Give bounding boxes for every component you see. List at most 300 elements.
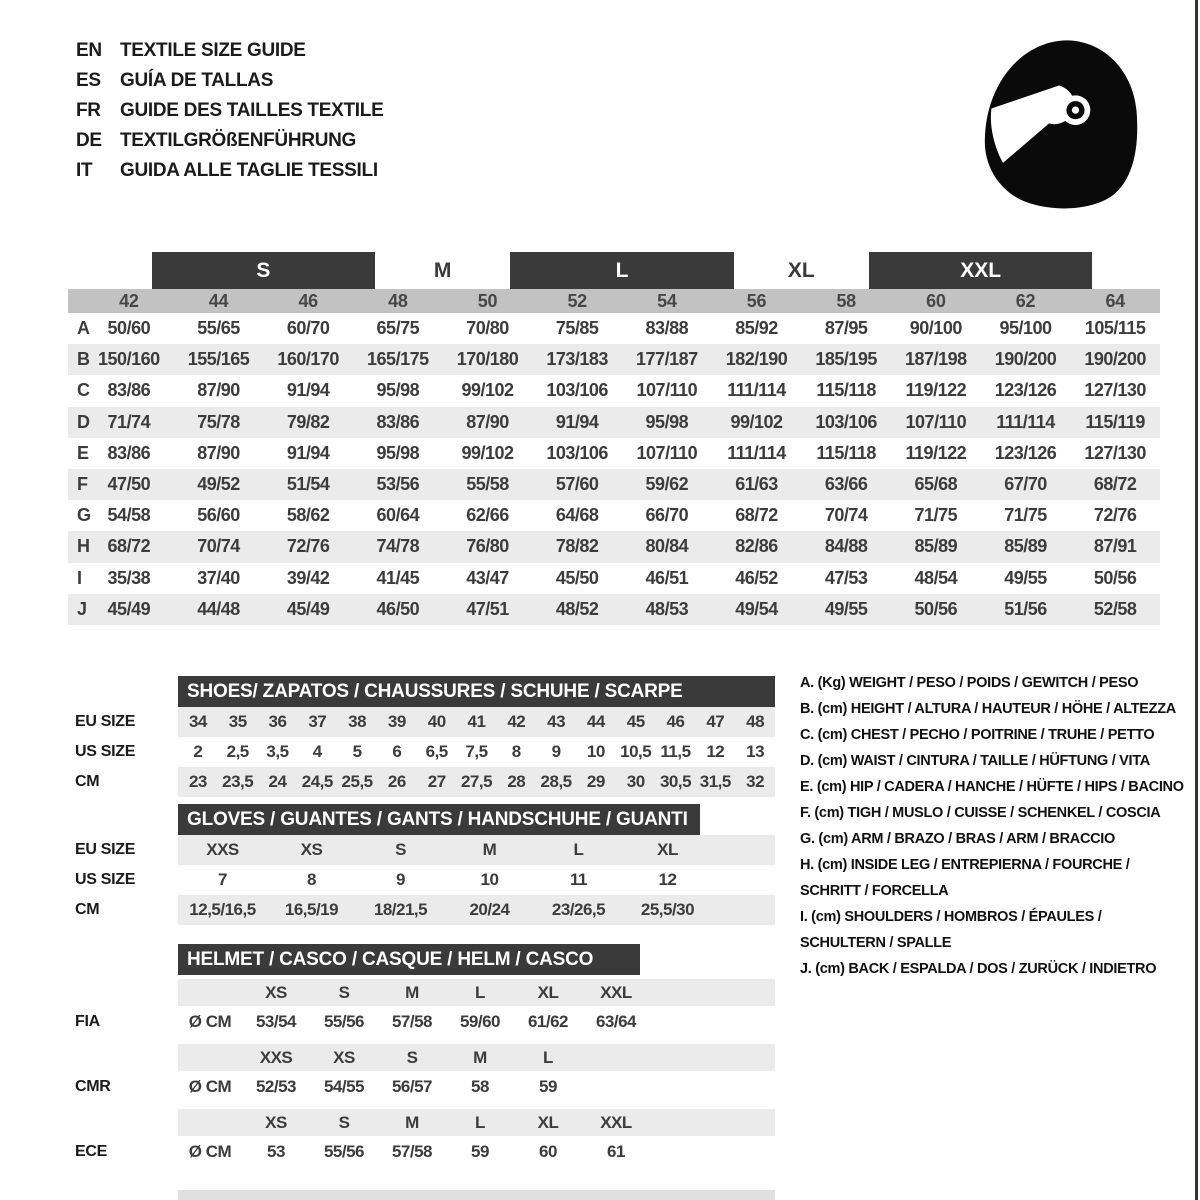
row-label-left: CM [75,901,100,918]
size-value: 49/55 [824,598,868,619]
size-value: 127/130 [1084,442,1146,463]
size-value: 75/85 [555,318,599,339]
measurement-row [68,531,1160,562]
numeric-size: 44 [208,290,229,311]
helmet-value: 57/58 [391,1141,433,1161]
legend-item [800,722,1200,748]
size-value: 111/114 [996,411,1055,432]
helmet-values-row [75,1136,775,1167]
value-cell: 20/24 [469,900,510,919]
size-value: 127/130 [1084,380,1146,401]
unit-cell: Ø CM [188,1011,232,1031]
value-cell: 30,5 [659,772,692,791]
language-title: TEXTILGRÖßENFÜHRUNG [120,130,357,151]
helmet-value: 53 [267,1141,285,1161]
size-value: 87/90 [466,411,509,432]
numeric-size: 42 [119,290,139,311]
helmet-size: XL [537,1112,559,1132]
value-cell: 25,5/30 [640,900,695,919]
size-value: 68/72 [1093,474,1137,495]
helmet-values-row [75,1071,775,1102]
size-value: 46/51 [645,567,689,588]
gloves-table-title: GLOVES / GUANTES / GANTS / HANDSCHUHE / GUANTI [178,804,700,835]
size-value: 99/102 [461,380,514,401]
language-code: ES [76,70,101,91]
value-cell: 47 [706,712,725,731]
helmet-table-title: HELMET / CASCO / CASQUE / HELM / CASCO [178,944,640,975]
row-label: G [77,505,92,526]
value-cell: 6 [392,742,402,761]
helmet-size: M [473,1047,487,1067]
size-value: 71/75 [1004,505,1047,526]
shoes-table-rows [75,707,775,797]
helmet-size: XS [333,1047,355,1067]
size-value: 57/60 [555,474,599,495]
size-value: 71/74 [107,411,151,432]
size-value: 87/90 [197,380,240,401]
size-value: 80/84 [645,536,689,557]
numeric-size: 54 [657,290,677,311]
size-group-xl: XL [787,258,815,282]
size-value: 103/106 [546,442,608,463]
row-band [178,707,775,737]
helmet-values-row [75,1006,775,1037]
legend-item [800,826,1200,852]
size-group-spacer [1070,252,1160,289]
size-value: 48/52 [555,598,599,619]
size-value: 60/70 [286,318,330,339]
size-value: 165/175 [367,349,429,370]
value-cell: 9 [396,870,405,889]
size-value: 74/78 [376,536,420,557]
helmet-value: 55/56 [323,1141,365,1161]
legend-text: C. (cm) CHEST / PECHO / POITRINE / TRUHE / PETTO [800,727,1155,743]
main-size-table [68,252,1160,625]
language-row [76,126,383,156]
numeric-size: 46 [298,290,318,311]
value-cell: 42 [507,712,526,731]
helmet-size: S [406,1047,418,1067]
racing-helmet-icon [976,36,1142,214]
size-value: 50/60 [107,318,151,339]
size-value: 60/64 [376,505,420,526]
legend-text: G. (cm) ARM / BRAZO / BRAS / ARM / BRACCIO [800,831,1115,847]
value-cell: 2,5 [226,742,249,761]
table-row [75,767,775,797]
unit-cell: Ø CM [188,1076,232,1096]
legend-item [800,904,1200,956]
helmet-size: S [338,1112,350,1132]
size-value: 50/56 [1093,567,1137,588]
helmet-value: 57/58 [391,1011,433,1031]
size-value: 68/72 [107,536,151,557]
value-cell: 30 [626,772,645,791]
value-cell: 7,5 [465,742,488,761]
size-value: 107/110 [905,411,967,432]
size-value: 48/54 [914,567,958,588]
unit-spacer [178,1109,242,1136]
value-cell: S [395,840,406,859]
row-label: C [77,380,90,401]
value-cell: 32 [746,772,765,791]
size-value: 185/195 [815,349,877,370]
size-value: 123/126 [994,442,1057,463]
measurement-legend [800,670,1200,982]
helmet-value: 59/60 [459,1011,501,1031]
helmet-value: 59 [471,1141,489,1161]
size-value: 170/180 [456,349,519,370]
legend-text: H. (cm) INSIDE LEG / ENTREPIERNA / FOURCHE / [800,857,1130,873]
row-band [178,895,775,925]
value-cell: 10 [480,870,499,889]
size-value: 190/200 [994,349,1057,370]
helmet-size: M [405,1112,419,1132]
size-value: 56/60 [197,505,240,526]
size-value: 75/78 [197,411,240,432]
size-value: 72/76 [286,536,330,557]
row-label-left [75,1044,178,1071]
size-value: 119/122 [905,380,967,401]
value-cell: 8 [307,870,316,889]
row-band [178,865,775,895]
helmet-value: 61 [607,1141,625,1161]
value-cell: 10 [586,742,605,761]
value-cell: 37 [308,712,327,731]
language-row [76,66,383,96]
row-band [178,1044,775,1071]
value-cell: 24,5 [301,772,333,791]
measurement-row [68,469,1160,500]
table-row [75,895,775,925]
size-value: 85/92 [735,318,778,339]
size-value: 59/62 [645,474,689,495]
size-value: 107/110 [636,442,698,463]
numeric-size: 60 [926,290,946,311]
value-cell: L [573,840,584,859]
value-cell: 23 [188,772,207,791]
value-cell: 28 [507,772,526,791]
size-value: 91/94 [555,411,599,432]
size-value: 49/52 [197,474,240,495]
size-group-l: L [510,252,733,289]
legend-item [800,670,1200,696]
size-value: 66/70 [645,505,689,526]
legend-item [800,748,1200,774]
size-value: 52/58 [1093,598,1137,619]
size-value: 85/89 [914,536,958,557]
size-value: 105/115 [1084,318,1146,339]
helmet-size: L [543,1047,553,1067]
size-value: 46/52 [735,567,778,588]
table-row [75,835,775,865]
size-value: 67/70 [1004,474,1047,495]
size-value: 83/86 [107,380,151,401]
measurement-row [68,438,1160,469]
helmet-size: M [405,982,419,1002]
size-value: 82/86 [735,536,778,557]
size-value: 39/42 [286,567,330,588]
shoes-table [75,676,775,797]
row-label: I [77,567,83,588]
language-code: DE [76,130,102,151]
helmet-value: 59 [539,1076,557,1096]
legend-text: B. (cm) HEIGHT / ALTURA / HAUTEUR / HÖHE / ALTEZZA [800,701,1176,717]
helmet-size: XXL [600,982,632,1002]
size-value: 48/53 [645,598,689,619]
size-value: 58/62 [286,505,330,526]
helmet-sizes-row [75,1044,775,1071]
size-value: 119/122 [905,442,967,463]
size-value: 115/118 [816,380,876,401]
language-code: FR [76,100,101,121]
helmet-value: 60 [539,1141,557,1161]
row-label: E [77,442,90,463]
value-cell: 7 [218,870,227,889]
helmet-value: 54/55 [323,1076,365,1096]
value-cell: 29 [586,772,605,791]
size-value: 45/49 [286,598,330,619]
value-cell: 10,5 [620,742,652,761]
row-label-left: FIA [75,1012,100,1030]
size-value: 47/50 [107,474,151,495]
size-value: 61/63 [735,474,778,495]
size-value: 45/50 [555,567,599,588]
value-cell: 26 [387,772,406,791]
legend-text: E. (cm) HIP / CADERA / HANCHE / HÜFTE / HIPS / BACINO [800,779,1184,795]
unit-cell: Ø CM [188,1141,232,1161]
row-label: F [77,474,88,495]
size-value: 76/80 [466,536,509,557]
helmet-value: 58 [471,1076,489,1096]
numeric-size: 56 [746,290,767,311]
language-row [76,96,383,126]
measurement-row [68,344,1160,375]
size-value: 43/47 [466,567,509,588]
measurement-row [68,500,1160,531]
unit-spacer [178,1044,242,1071]
helmet-size: L [475,982,485,1002]
size-value: 91/94 [286,380,330,401]
numeric-size: 64 [1105,290,1125,311]
size-value: 68/72 [735,505,778,526]
size-value: 160/170 [277,349,339,370]
size-value: 70/74 [197,536,240,557]
language-code: EN [76,40,102,61]
bottom-strip [178,1190,775,1200]
size-value: 103/106 [815,411,877,432]
size-value: 72/76 [1093,505,1137,526]
size-value: 65/75 [376,318,420,339]
helmet-size: XS [265,1112,287,1132]
helmet-value: 55/56 [323,1011,365,1031]
value-cell: 27,5 [460,772,493,791]
row-band [178,1071,775,1102]
size-group-xxl: XXL [869,252,1092,289]
size-value: 71/75 [914,505,958,526]
numeric-size: 50 [477,290,498,311]
value-cell: 35 [228,712,247,731]
row-label: J [77,598,88,619]
helmet-size: XS [265,982,287,1002]
size-value: 177/187 [636,349,698,370]
language-title: GUÍA DE TALLAS [120,70,274,91]
language-row [76,36,383,66]
language-code: IT [76,160,93,181]
row-band [178,835,775,865]
size-value: 187/198 [905,349,967,370]
size-value: 51/54 [286,474,330,495]
legend-text: A. (Kg) WEIGHT / PESO / POIDS / GEWITCH / PESO [800,675,1139,691]
unit-spacer [178,979,242,1006]
language-title: GUIDE DES TAILLES TEXTILE [120,100,384,121]
row-label-left: CM [75,773,100,790]
value-cell: M [482,840,497,859]
value-cell: 48 [746,712,765,731]
size-value: 155/165 [187,349,250,370]
size-value: 47/53 [824,567,868,588]
legend-item [800,774,1200,800]
size-value: 53/56 [376,474,420,495]
legend-item [800,852,1200,904]
size-value: 84/88 [824,536,868,557]
value-cell: 16,5/19 [284,900,339,919]
value-cell: 5 [352,742,362,761]
value-cell: 44 [586,712,605,731]
size-value: 35/38 [107,567,151,588]
value-cell: 28,5 [540,772,572,791]
value-cell: 46 [666,712,685,731]
measurement-row [68,563,1160,594]
row-band [178,767,775,797]
row-band [178,1109,775,1136]
size-value: 79/82 [286,411,330,432]
legend-item [800,800,1200,826]
value-cell: 12,5/16,5 [189,900,256,919]
size-value: 47/51 [466,598,509,619]
legend-text: J. (cm) BACK / ESPALDA / DOS / ZURÜCK / INDIETRO [800,961,1157,977]
value-cell: XL [657,840,678,859]
helmet-size: L [475,1112,485,1132]
size-value: 87/95 [824,318,868,339]
size-value: 91/94 [286,442,330,463]
row-label-left: US SIZE [75,743,136,760]
measurement-row [68,313,1160,344]
value-cell: 18/21,5 [373,900,428,919]
value-cell: 11 [570,870,587,889]
gloves-table [75,804,775,925]
size-group-header-row [68,252,1160,289]
size-value: 62/66 [466,505,509,526]
value-cell: 27 [427,772,446,791]
size-value: 70/80 [466,318,509,339]
value-cell: 12 [706,742,725,761]
helmet-size: S [338,982,350,1002]
value-cell: 39 [387,712,406,731]
table-row [75,707,775,737]
language-title: TEXTILE SIZE GUIDE [120,40,306,61]
legend-text: D. (cm) WAIST / CINTURA / TAILLE / HÜFTUNG / VITA [800,753,1150,769]
size-value: 111/114 [727,380,786,401]
value-cell: 13 [746,742,765,761]
size-value: 83/86 [376,411,420,432]
row-label-left: EU SIZE [75,841,136,858]
row-label-left [75,979,178,1006]
value-cell: 8 [511,742,521,761]
row-band [178,1136,775,1167]
size-value: 87/90 [197,442,240,463]
language-list [76,36,383,186]
legend-text: F. (cm) TIGH / MUSLO / CUISSE / SCHENKEL / COSCIA [800,805,1161,821]
size-value: 115/119 [1085,411,1145,432]
legend-text-continued: SCHULTERN / SPALLE [800,935,952,951]
size-value: 95/100 [999,318,1052,339]
size-value: 107/110 [636,380,698,401]
size-value: 49/55 [1004,567,1047,588]
size-value: 173/183 [546,349,608,370]
size-value: 99/102 [730,411,783,432]
helmet-size [582,1044,650,1071]
value-cell: 43 [547,712,566,731]
value-cell: 9 [551,742,561,761]
helmet-sizes-row [75,979,775,1006]
size-value: 85/89 [1004,536,1047,557]
helmet-value: 52/53 [255,1076,297,1096]
size-value: 54/58 [107,505,151,526]
helmet-value [582,1071,650,1102]
value-cell: 25,5 [341,772,373,791]
size-value: 46/50 [376,598,420,619]
measurement-row [68,375,1160,406]
right-border-line [1195,0,1198,1200]
language-title: GUIDA ALLE TAGLIE TESSILI [120,160,378,181]
row-label-left [75,1109,178,1136]
size-group-s: S [152,252,375,289]
size-value: 90/100 [909,318,962,339]
numeric-size: 58 [836,290,856,311]
size-value: 150/160 [98,349,160,370]
value-cell: 11,5 [660,742,691,761]
size-value: 190/200 [1084,349,1146,370]
size-value: 182/190 [725,349,788,370]
value-cell: 12 [658,870,677,889]
size-value: 63/66 [824,474,868,495]
table-row [75,865,775,895]
helmet-size: XXS [259,1047,293,1067]
numeric-size: 48 [388,290,408,311]
value-cell: 40 [427,712,446,731]
size-value: 95/98 [376,380,420,401]
row-label: A [77,318,90,339]
size-value: 87/91 [1093,536,1137,557]
helmet-table-rows [75,979,775,1167]
shoes-table-title: SHOES/ ZAPATOS / CHAUSSURES / SCHUHE / SCARPE [178,676,775,707]
value-cell: 36 [268,712,287,731]
size-value: 55/65 [197,318,240,339]
size-value: 83/86 [107,442,151,463]
value-cell: 6,5 [425,742,448,761]
helmet-size: XL [537,982,559,1002]
size-value: 111/114 [727,442,786,463]
legend-text: I. (cm) SHOULDERS / HOMBROS / ÉPAULES / [800,909,1102,925]
value-cell: 23,5 [222,772,254,791]
size-value: 103/106 [546,380,608,401]
value-cell: 31,5 [699,772,731,791]
helmet-value: 53/54 [255,1011,297,1031]
size-value: 37/40 [197,567,240,588]
size-value: 99/102 [461,442,514,463]
helmet-table [75,944,775,1167]
size-value: 55/58 [466,474,509,495]
